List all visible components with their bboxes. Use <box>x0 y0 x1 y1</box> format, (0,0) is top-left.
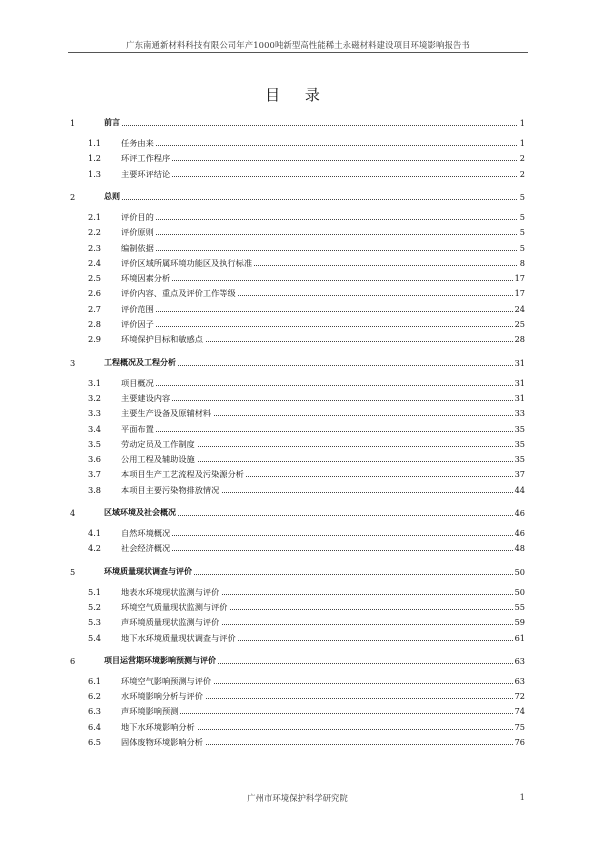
toc-chapter-entry[interactable] <box>0 654 595 668</box>
toc-entry-title: 本项目主要污染物排放情况 <box>121 484 220 495</box>
toc-entry-page: 5 <box>519 211 525 222</box>
toc-section-entry[interactable] <box>0 631 595 645</box>
toc-entry-number: 3.2 <box>88 392 102 403</box>
toc-entry-title: 平面布置 <box>121 423 154 434</box>
toc-entry-page: 37 <box>514 469 525 480</box>
toc-entry-page: 1 <box>519 138 525 148</box>
toc-entry-title: 固体废物环境影响分析 <box>121 737 203 747</box>
toc-entry-number: 3.3 <box>88 408 102 419</box>
toc-dot-leader <box>121 219 523 220</box>
toc-title: 目 录 <box>265 86 330 104</box>
toc-section-entry[interactable] <box>0 271 595 285</box>
toc-entry-title: 主要建设内容 <box>121 392 171 403</box>
toc-entry-page: 76 <box>514 737 525 747</box>
toc-section-entry[interactable] <box>0 467 595 481</box>
toc-entry-number: 4.2 <box>88 543 102 554</box>
toc-entry-page: 24 <box>514 303 525 314</box>
toc-entry-title: 评价目的 <box>121 211 154 222</box>
toc-section-entry[interactable] <box>0 391 595 405</box>
toc-entry-number: 3 <box>70 357 76 368</box>
toc-entry-title: 公用工程及辅助设施 <box>121 454 195 465</box>
toc-section-entry[interactable] <box>0 452 595 466</box>
toc-entry-number: 5.2 <box>88 601 102 612</box>
toc-entry-number: 3.8 <box>88 484 102 495</box>
toc-dot-leader <box>121 250 523 251</box>
toc-chapter-entry[interactable] <box>0 190 595 204</box>
toc-entry-page: 59 <box>514 617 525 628</box>
toc-entry-page: 2 <box>519 153 525 164</box>
toc-entry-title: 地下水环境影响分析 <box>121 721 195 732</box>
toc-entry-title: 区域环境及社会概况 <box>104 506 178 520</box>
toc-entry-number: 2.7 <box>88 303 102 314</box>
toc-entry-page: 5 <box>519 242 525 253</box>
toc-section-entry[interactable] <box>0 720 595 734</box>
toc-entry-number: 6 <box>70 655 76 666</box>
toc-entry-number: 6.3 <box>88 706 102 717</box>
toc-entry-page: 2 <box>519 168 525 179</box>
toc-entry-page: 46 <box>514 528 525 538</box>
toc-entry-page: 61 <box>514 632 525 643</box>
toc-section-entry[interactable] <box>0 241 595 255</box>
toc-entry-title: 总则 <box>104 190 122 204</box>
toc-entry-title: 社会经济概况 <box>121 543 171 554</box>
toc-entry-title: 环境空气质量现状监测与评价 <box>121 601 228 612</box>
toc-entry-title: 评价原则 <box>121 227 154 238</box>
toc-dot-leader <box>121 385 523 386</box>
toc-section-entry[interactable] <box>0 541 595 555</box>
toc-section-entry[interactable] <box>0 437 595 451</box>
running-header: 广东南通新材料科技有限公司年产1000吨新型高性能稀土永磁材料建设项目环境影响报告书 <box>126 40 470 50</box>
toc-section-entry[interactable] <box>0 225 595 239</box>
toc-entry-title: 环境保护目标和敏感点 <box>121 334 203 345</box>
toc-dot-leader <box>121 535 523 536</box>
toc-entry-title: 评价范围 <box>121 303 154 314</box>
toc-entry-number: 5.4 <box>88 632 102 643</box>
toc-entry-page: 31 <box>514 357 525 368</box>
toc-entry-page: 48 <box>514 543 525 554</box>
toc-section-entry[interactable] <box>0 167 595 181</box>
toc-section-entry[interactable] <box>0 674 595 688</box>
toc-entry-page: 50 <box>514 586 525 597</box>
toc-entry-page: 50 <box>514 566 525 577</box>
toc-entry-title: 声环境影响预测 <box>121 706 179 717</box>
toc-dot-leader <box>121 311 523 312</box>
toc-entry-title: 前言 <box>104 116 122 130</box>
toc-section-entry[interactable] <box>0 332 595 346</box>
toc-section-entry[interactable] <box>0 483 595 497</box>
toc-entry-page: 72 <box>514 691 525 702</box>
toc-entry-title: 工程概况及工程分析 <box>104 356 178 370</box>
toc-entry-page: 8 <box>519 257 525 268</box>
toc-entry-title: 环境因素分析 <box>121 273 171 284</box>
toc-entry-title: 项目运营期环境影响预测与评价 <box>104 654 218 668</box>
toc-dot-leader <box>121 713 523 714</box>
toc-entry-page: 17 <box>514 288 525 299</box>
toc-entry-page: 1 <box>519 118 525 128</box>
toc-dot-leader <box>121 234 523 235</box>
toc-chapter-entry[interactable] <box>0 506 595 520</box>
toc-entry-number: 2.1 <box>88 211 102 222</box>
toc-entry-page: 5 <box>519 191 525 202</box>
toc-section-entry[interactable] <box>0 286 595 300</box>
toc-entry-title: 环境空气影响预测与评价 <box>121 675 212 686</box>
toc-dot-leader <box>121 400 523 401</box>
toc-dot-leader <box>121 431 523 432</box>
toc-entry-page: 28 <box>514 334 525 345</box>
toc-entry-title: 劳动定员及工作制度 <box>121 438 195 449</box>
toc-section-entry[interactable] <box>0 136 595 150</box>
toc-entry-title: 自然环境概况 <box>121 528 171 538</box>
toc-entry-number: 1.3 <box>88 168 102 179</box>
toc-entry-title: 水环境影响分析与评价 <box>121 691 203 702</box>
toc-dot-leader <box>121 280 523 281</box>
toc-entry-title: 本项目生产工艺流程及污染源分析 <box>121 469 244 480</box>
toc-section-entry[interactable] <box>0 600 595 614</box>
toc-entry-title: 主要环评结论 <box>121 168 171 179</box>
footer-page-number: 1 <box>519 792 525 802</box>
toc-entry-page: 55 <box>514 601 525 612</box>
toc-entry-number: 2 <box>70 191 76 202</box>
toc-dot-leader <box>121 326 523 327</box>
toc-entry-title: 声环境质量现状监测与评价 <box>121 617 220 628</box>
toc-entry-title: 地下水环境质量现状调查与评价 <box>121 632 236 643</box>
toc-section-entry[interactable] <box>0 585 595 599</box>
toc-entry-number: 3.7 <box>88 469 102 480</box>
toc-section-entry[interactable] <box>0 376 595 390</box>
toc-entry-page: 25 <box>514 319 525 329</box>
toc-entry-page: 33 <box>514 408 525 419</box>
toc-dot-leader <box>121 145 523 146</box>
toc-entry-number: 4.1 <box>88 528 102 538</box>
toc-section-entry[interactable] <box>0 210 595 224</box>
toc-entry-number: 1.1 <box>88 138 102 148</box>
toc-entry-title: 主要生产设备及原辅材料 <box>121 408 212 419</box>
toc-entry-page: 46 <box>514 508 525 518</box>
toc-entry-number: 3.6 <box>88 454 102 465</box>
toc-entry-page: 44 <box>514 484 525 495</box>
toc-entry-page: 74 <box>514 706 525 717</box>
toc-entry-number: 2.9 <box>88 334 102 345</box>
toc-entry-title: 评价因子 <box>121 319 154 329</box>
footer-organization: 广州市环境保护科学研究院 <box>247 793 348 803</box>
toc-entry-title: 项目概况 <box>121 377 154 388</box>
header-divider <box>68 52 528 53</box>
toc-section-entry[interactable] <box>0 256 595 270</box>
toc-entry-title: 评价区域所属环境功能区及执行标准 <box>121 257 253 268</box>
toc-entry-number: 4 <box>70 508 76 518</box>
toc-entry-number: 1.2 <box>88 153 102 164</box>
toc-entry-page: 35 <box>514 438 525 449</box>
toc-entry-page: 5 <box>519 227 525 238</box>
toc-entry-number: 2.4 <box>88 257 102 268</box>
toc-entry-number: 5 <box>70 566 76 577</box>
toc-entry-number: 3.5 <box>88 438 102 449</box>
toc-chapter-entry[interactable] <box>0 565 595 579</box>
toc-entry-number: 6.2 <box>88 691 102 702</box>
toc-entry-number: 1 <box>70 118 76 128</box>
toc-entry-page: 75 <box>514 721 525 732</box>
toc-entry-page: 35 <box>514 423 525 434</box>
toc-entry-number: 6.1 <box>88 675 102 686</box>
toc-dot-leader <box>104 199 523 200</box>
toc-dot-leader <box>104 125 523 126</box>
toc-section-entry[interactable] <box>0 422 595 436</box>
toc-entry-page: 31 <box>514 392 525 403</box>
toc-entry-page: 31 <box>514 377 525 388</box>
toc-section-entry[interactable] <box>0 151 595 165</box>
toc-entry-number: 3.4 <box>88 423 102 434</box>
toc-entry-page: 63 <box>514 655 525 666</box>
toc-entry-title: 地表水环境现状监测与评价 <box>121 586 220 597</box>
toc-dot-leader <box>121 160 523 161</box>
toc-section-entry[interactable] <box>0 689 595 703</box>
toc-entry-page: 63 <box>514 675 525 686</box>
toc-section-entry[interactable] <box>0 406 595 420</box>
toc-entry-number: 2.8 <box>88 319 102 329</box>
toc-section-entry[interactable] <box>0 317 595 331</box>
toc-entry-title: 环境质量现状调查与评价 <box>104 565 194 579</box>
toc-chapter-entry[interactable] <box>0 356 595 370</box>
toc-section-entry[interactable] <box>0 526 595 540</box>
toc-entry-number: 2.2 <box>88 227 102 238</box>
toc-entry-number: 2.5 <box>88 273 102 284</box>
toc-entry-number: 6.4 <box>88 721 102 732</box>
toc-dot-leader <box>121 550 523 551</box>
toc-entry-title: 编制依据 <box>121 242 154 253</box>
toc-section-entry[interactable] <box>0 735 595 749</box>
toc-entry-number: 2.3 <box>88 242 102 253</box>
toc-section-entry[interactable] <box>0 302 595 316</box>
toc-entry-number: 2.6 <box>88 288 102 299</box>
toc-entry-title: 环评工作程序 <box>121 153 171 164</box>
toc-entry-title: 任务由来 <box>121 138 154 148</box>
toc-entry-page: 35 <box>514 454 525 465</box>
toc-chapter-entry[interactable] <box>0 116 595 130</box>
toc-entry-number: 3.1 <box>88 377 102 388</box>
toc-entry-page: 17 <box>514 273 525 284</box>
toc-entry-number: 6.5 <box>88 737 102 747</box>
toc-entry-number: 5.3 <box>88 617 102 628</box>
toc-dot-leader <box>121 176 523 177</box>
toc-entry-number: 5.1 <box>88 586 102 597</box>
toc-entry-title: 评价内容、重点及评价工作等级 <box>121 288 236 299</box>
toc-section-entry[interactable] <box>0 704 595 718</box>
toc-section-entry[interactable] <box>0 615 595 629</box>
